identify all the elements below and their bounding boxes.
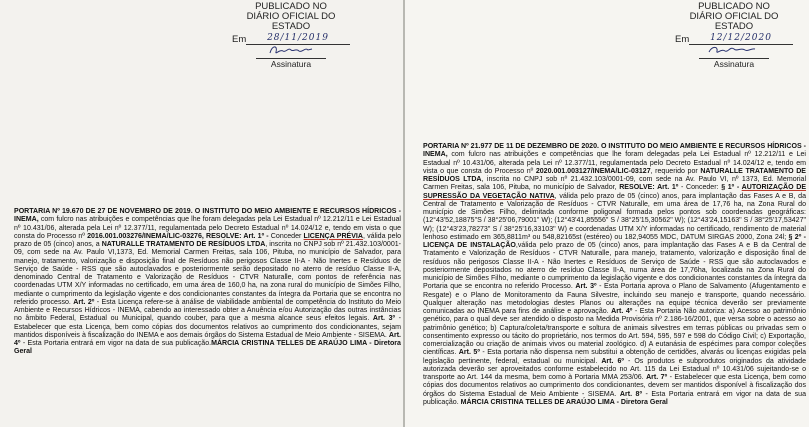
paragraph-text: - Esta portaria não dispensa nem substitui a obtenção de certidões, alvarás ou licenças exigidas pela legislação pertinente, federal, estadual ou municipal.	[423, 349, 806, 365]
paragraph-text: - Estabelecer que esta Licença, bem como cópias dos documentos relativos ao cumprimento dos condicionantes, sejam mantidos disponíveis à fiscalização do INEMA e aos demais órgãos do Sistema Estadual de Meio Ambiente - SISEMA.	[14, 315, 401, 339]
article-2-label: Art. 2º	[73, 298, 95, 306]
paragraph-text: , inscrita no CNPJ sob nº 21.432.103/0001-09, com sede na Av. Paulo VI, nº 1373, Ed. Memorial Carmen Freitas, sala 106, Pituba, no município de Salvador,	[423, 176, 807, 192]
signature-icon	[699, 43, 769, 57]
company-name: NATURALLE TRATAMENTO DE RESÍDUOS LTDA	[423, 167, 806, 183]
paragraph-text: - Estabelecer que esta Licença, bem como cópias dos documentos relativos ao cumprimento dos condicionantes, devem ser mantidos disponível à fiscalização dos órgãos do Sistema Estadual de Meio Ambiente - SISEMA.	[423, 374, 806, 398]
stamp-handwritten-date: 28/11/2019	[246, 33, 350, 45]
paragraph-text: , válida pelo prazo de 05 (cinco) anos, para implantação das Fases A e B, da Central de Tratamento e Valorização de Resíduos - CTVR Naturalle, em uma área de 17,76 ha, na Zona Rural do município de Simões Filho, delimitada conforme poligonal formada pelos pontos sob coordenadas geográficas: (12°43'52,18875"S / 38°25'06,79001" W); (12°43'41,85556" S / 38°25'15,30562" W); (12°43'24,15163" S / 38°25'17,53427" W); (12°43'23,78273" S / 38°25'16,33103" W) e coordenadas UTM X/Y informadas no certificado, rendimento de material lenhoso estimado em 365,8811m³ ou 548,82165st (estéreo) ou 182,94055 MDC, DATUM SIRGAS 2000, Zona 24l;	[423, 192, 806, 241]
process-number: 2020.001.003127/INEMA/LIC-03127	[535, 167, 651, 175]
signer-role: - Diretora Geral	[14, 340, 401, 356]
paragraph-text: ,válida pelo prazo de 05 (cinco) anos, para implantação das Fases A e B da Central de Tratamento e Valorização de Resíduos - CTVR Naturalle, para manejo, tratamento, valorização e disposição final de resíduos não perigosos Classe II-A - Não Inertes e Resíduos de Serviço de Saúde - RSS que são autoclavados e posteriormente depositados no aterro de resíduo Classe II-A, numa área de 17,76ha, localizada na Zona Rural do município de Simões Filho, mediante o cumprimento da legislação vigente e dos condicionantes constantes da íntegra da Portaria que se encontra no referido Processo.	[423, 242, 807, 291]
paragraph-text: - Esta Portaria aprova o Plano de Salvamento (Afugentamento e Resgate) e o Plano de Monitoramento da Fauna Silvestre, incluindo seu manejo e transporte, quando necessário. Qualquer alteração nas metodologias destes Planos ou alterações na equipe técnica deverão ser previamente comunicadas ao INEMA para fins de análise e aprovação.	[423, 283, 806, 315]
stamp-em-label: Em	[675, 34, 690, 45]
section-1-label: § 1º -	[721, 184, 742, 192]
paragraph-text: , válida pelo prazo de 05 (cinco) anos, a	[14, 232, 401, 248]
article-4-label: Art. 4º	[611, 308, 633, 315]
paragraph-text: - Conceder:	[678, 184, 722, 192]
portaria-text-left	[14, 208, 401, 357]
stamp-handwritten-date: 12/12/2020	[689, 33, 793, 45]
paragraph-text: , inscrita no CNPJ sob nº 21.432.103/0001-09, com sede na Av. Paulo VI,1373, Ed. Memorial Carmen Freitas, sala 106, Pituba, no município de Salvador, para manejo, tratamento, valorização e disposição final de Resíduos não perigosos Classe II-A - Não Inertes e Resíduos de Serviço de Saúde - RSS que são autoclavados e posteriormente serão depositado no aterro de resíduo Classe II-A, denominado Central de Tratamento e Valorização de Resíduos - CTVR Naturalle, com pontos de referência nas coordenadas UTM X/Y informadas no certificado, em uma área de 160,0 ha, na zona rural do município de Simões Filho, mediante o cumprimento da legislação vigente e dos condicionantes constantes da íntegra da Portaria que se encontra no referido processo.	[14, 241, 402, 306]
licence-type: LICENÇA PRÉVIA	[303, 232, 363, 240]
signature-line	[256, 46, 326, 59]
portaria-heading: PORTARIA Nº 21.977 DE 11 DE DEZEMBRO DE 2020.	[423, 143, 599, 150]
paragraph-text: Conceder	[268, 232, 304, 240]
stamp-assinatura-label: Assinatura	[270, 59, 312, 69]
authorization-type: AUTORIZAÇÃO DE SUPRESSÃO DA VEGETAÇÃO NATIVA	[423, 184, 807, 200]
article-3-label: Art. 3º	[575, 283, 597, 291]
resolve-label: RESOLVE: Art. 1º	[619, 184, 679, 192]
scan-page-left	[0, 0, 404, 427]
signer-role: - Diretora Geral	[614, 398, 668, 406]
section-2-label: § 2º - LICENÇA DE INSTALAÇÃO	[423, 233, 806, 249]
stamp-assinatura-label: Assinatura	[713, 59, 755, 69]
paragraph-text: - Esta Portaria entrará em vigor na data de sua publicação.	[423, 390, 806, 406]
publication-stamp	[232, 2, 350, 69]
institute-name: O INSTITUTO DO MEIO AMBIENTE E RECURSOS HÍDRICOS - INEMA,	[14, 208, 401, 224]
article-8-label: Art. 8º	[619, 390, 643, 398]
signature-icon	[256, 43, 326, 57]
paragraph-text: com fulcro nas atribuições e competências que lhe foram delegadas pela Lei Estadual nº 12.212/11 e Lei Estadual nº 10.431/06, alterada pela Lei nº 12.377/11, regulamentada pelo Decreto Estadual nº 14.024/12 e, tendo em vista o que consta do Processo nº	[423, 151, 806, 175]
signature-line	[699, 46, 769, 59]
publication-stamp	[675, 2, 793, 69]
article-6-label: Art. 6º	[601, 357, 624, 365]
stamp-line-1: PUBLICADO NO	[698, 1, 770, 12]
portaria-heading: PORTARIA Nº 19.670 DE 27 DE NOVEMBRO DE 2019.	[14, 208, 193, 215]
process-number: 2016.001.003276/INEMA/LIC-03276, RESOLVE: Art. 1º -	[87, 232, 269, 240]
stamp-em-label: Em	[232, 34, 247, 45]
portaria-text-right	[423, 143, 806, 407]
signer-name: MÁRCIA CRISTINA TELLES DE ARAÚJO LIMA	[211, 340, 367, 347]
paragraph-text: - Esta Licença refere-se à análise de viabilidade ambiental de competência do Instituto do Meio Ambiente e Recursos Hídricos - INEMA, cabendo ao interessado obter a Anuência e/ou Autorização das outras instâncias no âmbito Federal, Estadual ou Municipal, quando couber, para que a mesma alcance seus efeitos legais.	[14, 298, 401, 323]
signer-name: MÁRCIA CRISTINA TELLES DE ARAÚJO LIMA	[460, 398, 615, 406]
company-name: NATURALLE TRATAMENTO DE RESÍDUOS LTDA	[101, 241, 266, 248]
stamp-line-1: PUBLICADO NO	[255, 1, 327, 12]
article-5-label: Art. 5º	[458, 349, 480, 357]
paragraph-text: com fulcro nas atribuições e competências que lhe foram delegadas pela Lei Estadual nº 12.212/11 e Lei Estadual nº 10.431/06, alterada pela Lei nº 12.377/11, regulamentada pelo Decreto Estadual nº 14.024/12 e, tendo em vista o que consta do Processo nº	[14, 216, 401, 240]
article-7-label: Art. 7º	[646, 374, 668, 381]
scan-page-right	[405, 0, 809, 427]
article-4-label: Art. 4º	[14, 331, 401, 347]
institute-name: O INSTITUTO DO MEIO AMBIENTE E RECURSOS HÍDRICOS - INEMA,	[423, 143, 806, 159]
stamp-line-2: DIÁRIO OFICIAL DO ESTADO	[689, 11, 779, 32]
paragraph-text: - Esta Portaria Não autoriza: a) Acesso ao patrimônio genético, para o qual deve ser atendido o disposto na Medida Provisória nº 2.186-16/2001, que versa sobre o acesso ao patrimônio genético; b) Captura/coleta/transporte e soltura de animais silvestres em terras públicas ou privadas sem o consentimento expresso ou tácito do proprietário, nos termos do Art. 594, 595, 597 e 598 do Código Civil; c) Exportação, comercialização ou criação de animais vivos ou material zoológico. d) A eutanásia de espécimes para compor coleções científicas.	[423, 308, 806, 357]
stamp-line-2: DIÁRIO OFICIAL DO ESTADO	[246, 11, 336, 32]
paragraph-text: , requerido por	[650, 167, 701, 175]
paragraph-text: - Esta Portaria entrará em vigor na data de sua publicação.	[20, 340, 212, 347]
article-3-label: Art. 3º	[372, 315, 396, 323]
paragraph-text: - Os produtos e subprodutos originados da atividade autorizada deverão ser aproveitados conforme estabelecido no Art. 115 da Lei Estadual nº 10.431/06 sujeitando-se o transporte ao Art. 144 da mesma, bem como à Portaria MMA 253/06.	[423, 357, 806, 381]
